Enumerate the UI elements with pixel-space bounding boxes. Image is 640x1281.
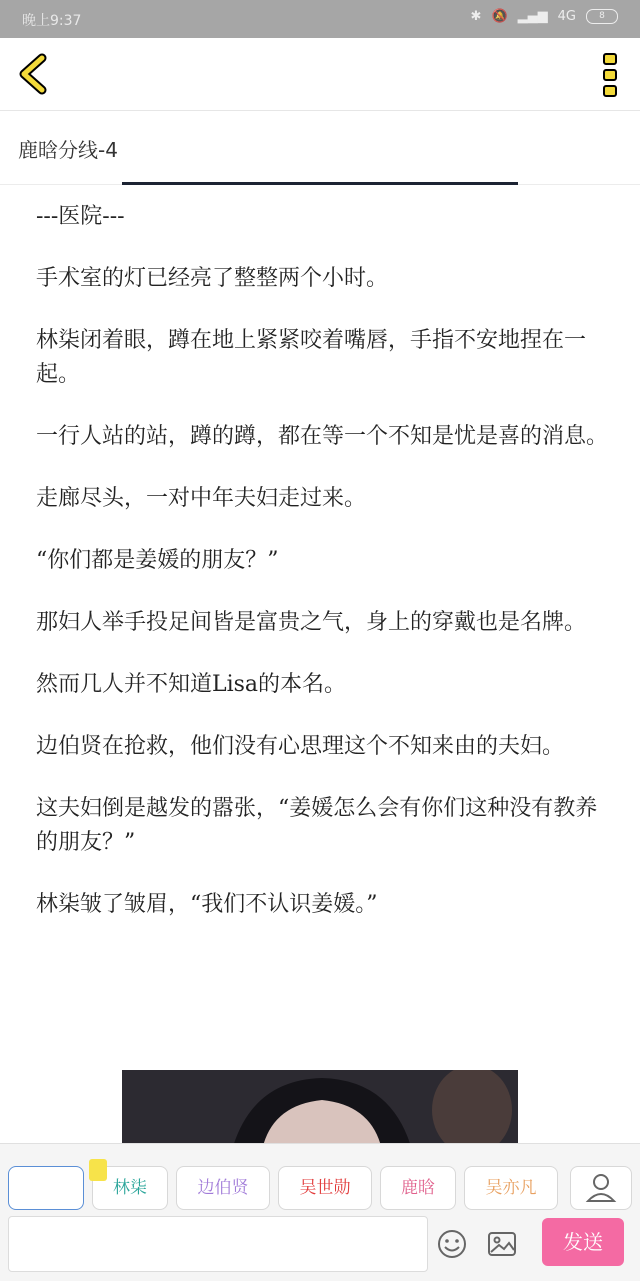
message-input[interactable] — [8, 1216, 428, 1272]
status-bar — [0, 0, 640, 38]
send-button[interactable]: 发送 — [542, 1218, 624, 1266]
paragraph: 林柒闭着眼，蹲在地上紧紧咬着嘴唇，手指不安地捏在一起。 — [36, 328, 587, 387]
profile-button[interactable] — [570, 1166, 632, 1210]
paragraph: “你们都是姜媛的朋友？” — [36, 548, 279, 573]
chip-character[interactable] — [92, 1166, 168, 1210]
person-icon — [571, 1167, 631, 1209]
chip-character[interactable]: 鹿晗 — [380, 1166, 456, 1210]
paragraph: 那妇人举手投足间皆是富贵之气，身上的穿戴也是名牌。 — [36, 610, 587, 635]
paragraph: 手术室的灯已经亮了整整两个小时。 — [36, 266, 389, 291]
status-icons — [471, 9, 618, 24]
chip-narrator[interactable] — [8, 1166, 84, 1210]
chip-character[interactable]: 边伯贤 — [176, 1166, 270, 1210]
signal-icon: ▂▄▆ — [517, 9, 548, 24]
story-content — [36, 200, 610, 950]
paragraph: 然而几人并不知道Lisa的本名。 — [36, 672, 347, 697]
network-type: 4G — [557, 9, 576, 24]
paragraph: 走廊尽头，一对中年夫妇走过来。 — [36, 486, 367, 511]
status-time: 晚上9:37 — [22, 13, 82, 29]
bottom-panel — [0, 1143, 640, 1281]
paragraph: 这夫妇倒是越发的嚣张，“姜媛怎么会有你们这种没有教养的朋友？” — [36, 796, 598, 855]
chip-character[interactable]: 吴亦凡 — [464, 1166, 558, 1210]
chip-label: 林柒 — [113, 1178, 147, 1198]
image-bottom-edge — [122, 182, 518, 185]
chapter-title: 鹿晗分线-4 — [18, 138, 118, 162]
character-chips — [0, 1166, 640, 1212]
photo-image — [122, 1070, 518, 1150]
tag-icon — [89, 1159, 107, 1181]
story-photo — [122, 1070, 518, 1150]
paragraph: 林柒皱了皱眉，“我们不认识姜媛。” — [36, 892, 378, 917]
chapter-header — [0, 110, 640, 185]
paragraph: 边伯贤在抢救，他们没有心思理这个不知来由的夫妇。 — [36, 734, 565, 759]
chip-character[interactable]: 吴世勋 — [278, 1166, 372, 1210]
more-menu-icon[interactable] — [602, 52, 618, 98]
bluetooth-icon: ✱ — [470, 9, 482, 24]
top-bar — [0, 38, 640, 111]
image-icon[interactable] — [486, 1228, 518, 1260]
paragraph: ---医院--- — [36, 204, 125, 229]
emoji-icon[interactable] — [436, 1228, 468, 1260]
paragraph: 一行人站的站，蹲的蹲，都在等一个不知是忧是喜的消息。 — [36, 424, 609, 449]
mute-icon: 🔕 — [491, 9, 508, 24]
back-arrow-icon[interactable] — [14, 52, 58, 96]
battery-icon: 8 — [586, 9, 618, 24]
